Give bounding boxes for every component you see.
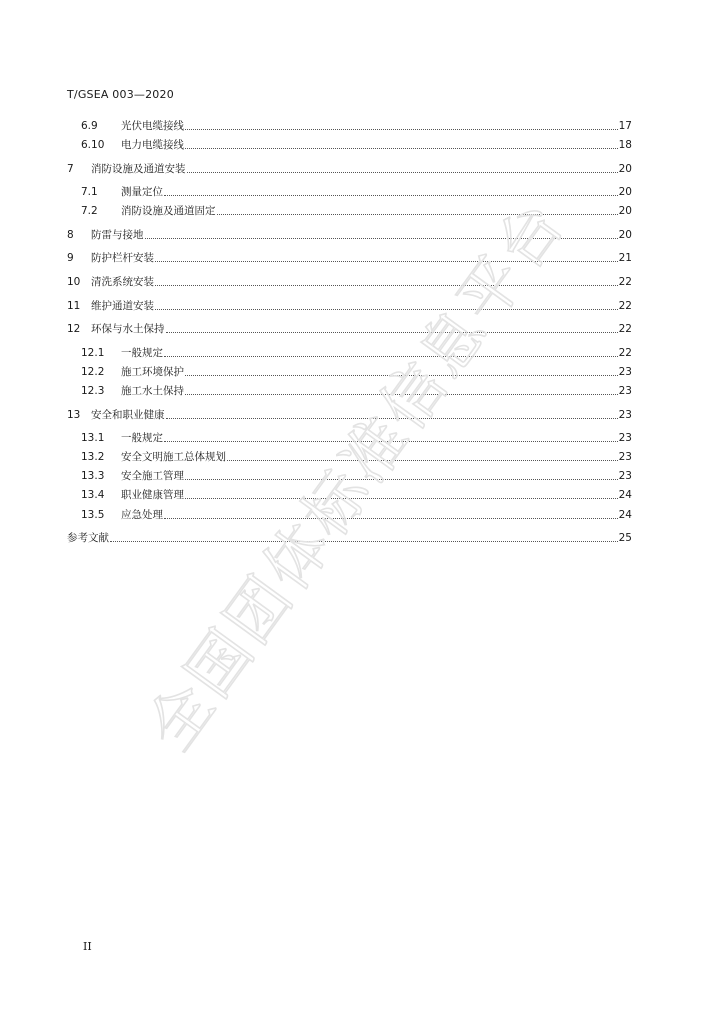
toc-entry-title: 清洗系统安装 bbox=[91, 276, 154, 288]
watermark-char: 体 bbox=[249, 510, 345, 604]
watermark-char: 准 bbox=[326, 403, 423, 497]
toc-entry-page: 22 bbox=[618, 347, 632, 359]
toc-entry-number: 12.3 bbox=[81, 385, 105, 397]
page-number: II bbox=[83, 940, 92, 953]
toc-leader-dots bbox=[155, 260, 618, 262]
toc-leader-dots bbox=[166, 417, 618, 419]
toc-entry-page: 20 bbox=[618, 186, 632, 198]
toc-entry[interactable] bbox=[67, 119, 632, 133]
toc-entry-title: 施工环境保护 bbox=[121, 366, 184, 378]
toc-entry[interactable] bbox=[67, 251, 632, 265]
toc-entry-title: 应急处理 bbox=[121, 509, 163, 521]
toc-entry-number: 11 bbox=[67, 300, 81, 312]
toc-entry-page: 25 bbox=[618, 532, 632, 544]
toc-entry[interactable] bbox=[67, 488, 632, 502]
toc-entry[interactable] bbox=[67, 531, 632, 545]
toc-entry-number: 6.9 bbox=[81, 120, 98, 132]
toc-entry-title: 施工水土保持 bbox=[121, 385, 184, 397]
toc-entry[interactable] bbox=[67, 162, 632, 176]
toc-entry[interactable] bbox=[67, 408, 632, 422]
watermark-char: 团 bbox=[210, 563, 307, 657]
toc-entry-number: 7 bbox=[67, 163, 74, 175]
toc-entry-number: 9 bbox=[67, 252, 74, 264]
toc-entry-page: 24 bbox=[618, 509, 632, 521]
watermark-char: 台 bbox=[482, 189, 578, 283]
toc-entry[interactable] bbox=[67, 228, 632, 242]
toc-leader-dots bbox=[155, 308, 618, 310]
toc-entry-number: 10 bbox=[67, 276, 81, 288]
toc-entry-number: 13.1 bbox=[81, 432, 105, 444]
toc-entry-page: 20 bbox=[618, 163, 632, 175]
toc-entry-page: 23 bbox=[618, 470, 632, 482]
toc-entry-page: 22 bbox=[618, 323, 632, 335]
watermark-char: 标 bbox=[288, 456, 384, 550]
watermark-char: 全 bbox=[132, 670, 229, 764]
toc-entry-page: 22 bbox=[618, 276, 632, 288]
toc-entry[interactable] bbox=[67, 508, 632, 522]
toc-leader-dots bbox=[166, 331, 618, 333]
toc-entry[interactable] bbox=[67, 299, 632, 313]
toc-entry-page: 23 bbox=[618, 385, 632, 397]
toc-entry-title: 参考文献 bbox=[67, 532, 109, 544]
watermark-char: 息 bbox=[404, 296, 500, 390]
toc-entry-title: 测量定位 bbox=[121, 186, 163, 198]
toc-entry-number: 12.1 bbox=[81, 347, 105, 359]
watermark-char: 国 bbox=[171, 616, 268, 710]
toc-entry-number: 13 bbox=[67, 409, 81, 421]
toc-entry[interactable] bbox=[67, 431, 632, 445]
toc-entry-title: 光伏电缆接线 bbox=[121, 120, 184, 132]
toc-entry-title: 环保与水土保持 bbox=[91, 323, 165, 335]
toc-leader-dots bbox=[155, 284, 618, 286]
toc-entry-number: 12.2 bbox=[81, 366, 105, 378]
toc-entry-page: 18 bbox=[618, 139, 632, 151]
toc-entry-number: 13.4 bbox=[81, 489, 105, 501]
toc-entry-number: 7.1 bbox=[81, 186, 98, 198]
toc-entry-title: 职业健康管理 bbox=[121, 489, 184, 501]
toc-entry-number: 6.10 bbox=[81, 139, 105, 151]
toc-entry-page: 23 bbox=[618, 366, 632, 378]
toc-leader-dots bbox=[217, 213, 618, 215]
toc-entry-number: 12 bbox=[67, 323, 81, 335]
toc-leader-dots bbox=[185, 497, 618, 499]
document-code: T/GSEA 003—2020 bbox=[67, 88, 174, 101]
toc-entry-title: 消防设施及通道安装 bbox=[91, 163, 186, 175]
toc-entry-number: 13.2 bbox=[81, 451, 105, 463]
toc-leader-dots bbox=[164, 355, 618, 357]
toc-entry-page: 17 bbox=[618, 120, 632, 132]
toc-entry-page: 21 bbox=[618, 252, 632, 264]
toc-entry-title: 维护通道安装 bbox=[91, 300, 154, 312]
toc-entry-title: 一般规定 bbox=[121, 347, 163, 359]
toc-entry[interactable] bbox=[67, 322, 632, 336]
toc-entry-title: 防护栏杆安装 bbox=[91, 252, 154, 264]
toc-entry[interactable] bbox=[67, 450, 632, 464]
toc-leader-dots bbox=[145, 237, 618, 239]
toc-entry-page: 22 bbox=[618, 300, 632, 312]
toc-entry-title: 消防设施及通道固定 bbox=[121, 205, 216, 217]
toc-leader-dots bbox=[187, 171, 618, 173]
toc-entry-number: 8 bbox=[67, 229, 74, 241]
toc-entry-page: 20 bbox=[618, 229, 632, 241]
toc-entry-title: 防雷与接地 bbox=[91, 229, 144, 241]
toc-entry-page: 23 bbox=[618, 409, 632, 421]
toc-leader-dots bbox=[185, 128, 618, 130]
toc-entry[interactable] bbox=[67, 365, 632, 379]
toc-leader-dots bbox=[164, 194, 618, 196]
toc-entry[interactable] bbox=[67, 275, 632, 289]
toc-leader-dots bbox=[185, 374, 618, 376]
watermark-char: 平 bbox=[443, 243, 539, 337]
watermark-char: 信 bbox=[365, 349, 462, 443]
toc-entry-title: 一般规定 bbox=[121, 432, 163, 444]
toc-leader-dots bbox=[185, 147, 618, 149]
toc-entry-title: 电力电缆接线 bbox=[121, 139, 184, 151]
toc-leader-dots bbox=[185, 393, 618, 395]
toc-entry[interactable] bbox=[67, 384, 632, 398]
toc-entry-page: 20 bbox=[618, 205, 632, 217]
toc-leader-dots bbox=[185, 478, 618, 480]
toc-entry-number: 13.5 bbox=[81, 509, 105, 521]
toc-entry-page: 23 bbox=[618, 451, 632, 463]
toc-entry-title: 安全文明施工总体规划 bbox=[121, 451, 226, 463]
toc-entry-page: 23 bbox=[618, 432, 632, 444]
toc-entry[interactable] bbox=[67, 185, 632, 199]
toc-leader-dots bbox=[164, 440, 618, 442]
toc-leader-dots bbox=[164, 517, 618, 519]
toc-entry[interactable] bbox=[67, 204, 632, 218]
toc-entry-title: 安全施工管理 bbox=[121, 470, 184, 482]
toc-entry-page: 24 bbox=[618, 489, 632, 501]
toc-entry[interactable] bbox=[67, 138, 632, 152]
toc-leader-dots bbox=[110, 540, 618, 542]
toc-entry-title: 安全和职业健康 bbox=[91, 409, 165, 421]
toc-entry-number: 13.3 bbox=[81, 470, 105, 482]
toc-entry[interactable] bbox=[67, 346, 632, 360]
toc-leader-dots bbox=[227, 459, 618, 461]
toc-entry-number: 7.2 bbox=[81, 205, 98, 217]
toc-entry[interactable] bbox=[67, 469, 632, 483]
